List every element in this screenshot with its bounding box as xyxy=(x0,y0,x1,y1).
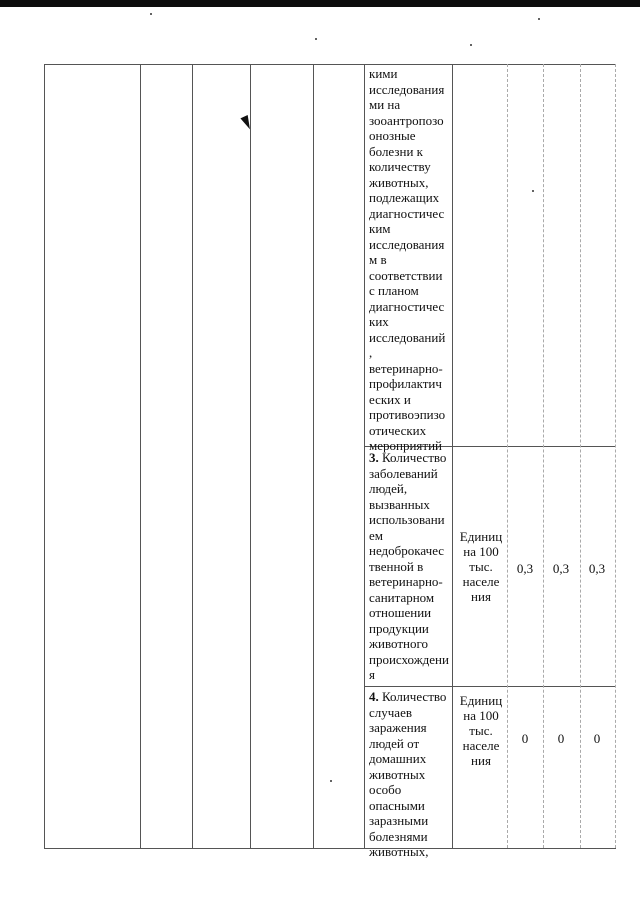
unit-text: Единиц на 100 тыс. населе ния xyxy=(459,693,503,768)
column-rule xyxy=(615,64,616,848)
indicator-label: Количество заболеваний людей, вызванных использовани ем недоброкачес твенной в ветеринарно- санитарном отношении продукции животного происхождени я xyxy=(369,450,449,682)
column-rule xyxy=(364,64,365,848)
indicator-text: кими исследования ми на зооантропозо онозные болезни к количеству животных, подлежащих диагностичес ким исследования м в соответствии с планом диагностичес ких исследований , ветеринарно- профилактич еских и противоэпизо отических мероприятий xyxy=(369,66,446,453)
scan-speck xyxy=(532,190,534,192)
column-rule xyxy=(44,64,45,848)
scan-speck xyxy=(330,780,332,782)
value-cell: 0 xyxy=(593,731,601,746)
scan-edge xyxy=(0,0,640,7)
value-cell: 0 xyxy=(557,731,565,746)
indicator-label: Количество случаев заражения людей от домашних животных особо опасными заразными болезнями животных, xyxy=(369,689,447,859)
indicator-number: 4. xyxy=(369,689,379,704)
indicator-text xyxy=(369,450,451,682)
unit-text: Единиц на 100 тыс. населе ния xyxy=(459,529,503,604)
column-rule xyxy=(250,64,251,848)
value-cell: 0,3 xyxy=(552,561,570,576)
scan-speck xyxy=(150,13,152,15)
value-cell: 0,3 xyxy=(588,561,606,576)
column-rule xyxy=(140,64,141,848)
table-bottom-rule xyxy=(44,848,616,849)
column-rule xyxy=(452,64,453,848)
table-top-rule xyxy=(44,64,616,65)
column-rule xyxy=(192,64,193,848)
value-cell: 0 xyxy=(521,731,529,746)
ink-mark xyxy=(240,115,253,131)
scan-speck xyxy=(470,44,472,46)
scan-speck xyxy=(538,18,540,20)
column-rule xyxy=(313,64,314,848)
scan-speck xyxy=(315,38,317,40)
row-divider xyxy=(364,686,616,687)
indicator-text xyxy=(369,689,451,859)
value-cell: 0,3 xyxy=(516,561,534,576)
indicator-number: 3. xyxy=(369,450,379,465)
